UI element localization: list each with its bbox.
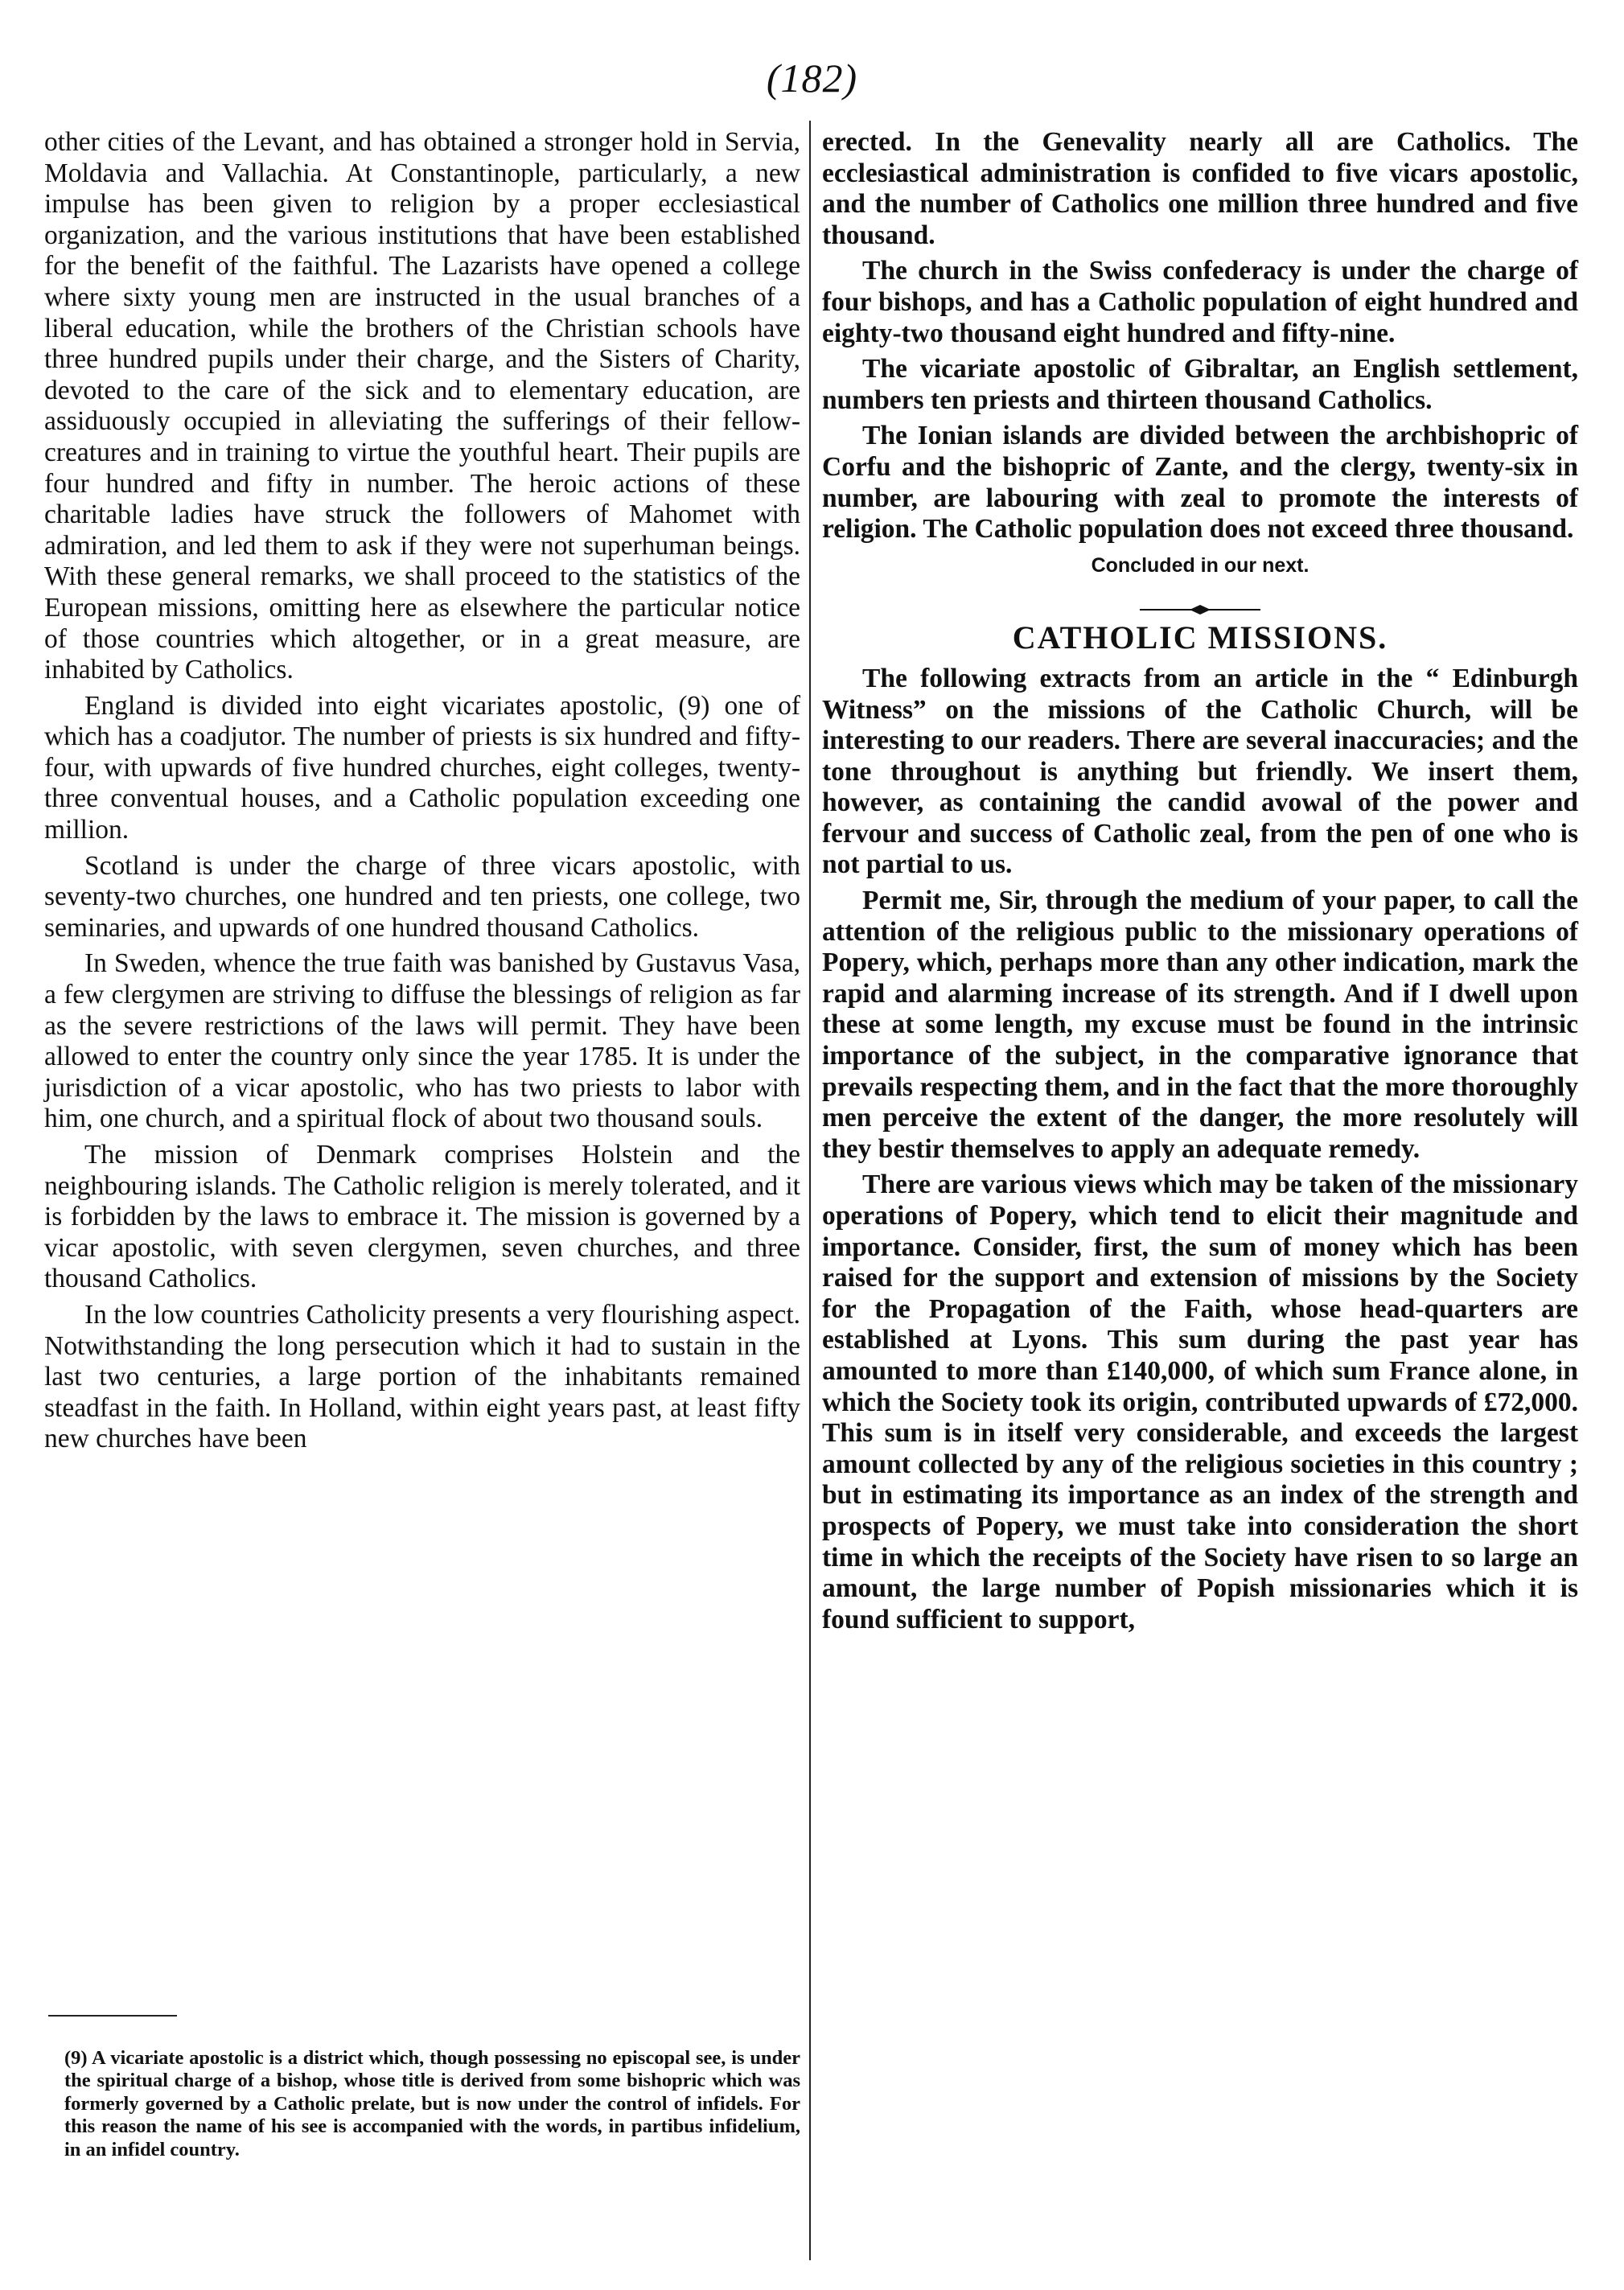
left-paragraph-sweden: In Sweden, whence the true faith was banished by Gustavus Vasa, a few clergymen are striving to diffuse the blessings of religion as far as the severe restrictions of the laws will permit. They have been allowed to enter the country only since the year 1785. It is under the jurisdiction of a vicar apostolic, who has two priests to labor with him, one church, and a spiritual flock of about two thousand souls. — [44, 948, 800, 1134]
left-paragraph-denmark: The mission of Denmark comprises Holstein and the neighbouring islands. The Catholic religion is merely tolerated, and it is forbidden by the laws to embrace it. The mission is governed by a vicar apostolic, with seven clergymen, seven churches, and three thousand Catholics. — [44, 1140, 800, 1294]
concluded-note: Concluded in our next. — [1091, 553, 1309, 577]
section-heading: CATHOLIC MISSIONS. — [1012, 619, 1388, 656]
footnote: (9) A vicariate apostolic is a district which, though possessing no episcopal see, is under the spiritual charge of a bishop, whose title is derived from some bishopric which was formerly governed by a Catholic prelate, but is now under the control of infidels. For this reason the name of his see is accompanied with the words, in partibus infidelium, in an infidel country. — [64, 2046, 800, 2160]
left-paragraph-england: England is divided into eight vicariates apostolic, (9) one of which has a coadjutor. The number of priests is six hundred and fifty-four, with upwards of five hundred churches, eight colleges, twenty-three conventual houses, and a Catholic population exceeding one million. — [44, 690, 800, 845]
right-paragraph-gibraltar: The vicariate apostolic of Gibraltar, an English settlement, numbers ten priests and thirteen thousand Catholics. — [822, 354, 1578, 415]
missions-paragraph-views: There are various views which may be taken of the missionary operations of Popery, which tend to elicit their magnitude and importance. Consider, first, the sum of money which has been raised for the support and extension of missions by the Society for the Propagation of the Faith, whose head-quarters are established at Lyons. This sum during the past year has amounted to more than £140,000, of which sum France alone, in which the Society took its origin, contributed upwards of £72,000. This sum is in itself very considerable, and exceeds the largest amount collected by any of the religious societies in this country ; but in estimating its importance as an index of the strength and prospects of Popery, we must take into consideration the short time in which the receipts of the Society have risen to so large an amount, the large number of Popish missionaries which it is found sufficient to support, — [822, 1170, 1578, 1634]
page-number: (182) — [766, 56, 858, 101]
left-paragraph-low-countries: In the low countries Catholicity presents a very flourishing aspect. Notwithstanding the long persecution which it had to sustain in the last two centuries, a large portion of the inhabitants remained steadfast in the faith. In Holland, within eight years past, at least fifty new churches have been — [44, 1299, 800, 1454]
missions-paragraph-intro: The following extracts from an article in the “ Edinburgh Witness” on the missions of the Catholic Church, will be interesting to our readers. There are several inaccuracies; and the tone throughout is anything but friendly. We insert them, however, as containing the candid avowal of the power and fervour and success of Catholic zeal, from the pen of one who is not partial to us. — [822, 663, 1578, 880]
footnote-rule — [48, 2015, 177, 2017]
right-paragraph-ionian: The Ionian islands are divided between the archbishopric of Corfu and the bishopric of Zante, and the clergy, twenty-six in number, are labouring with zeal to promote the interests of religion. The Catholic population does not exceed three thousand. — [822, 421, 1578, 545]
left-column — [44, 127, 800, 1460]
right-paragraph-1: erected. In the Genevality nearly all are Catholics. The ecclesiastical administration is confided to five vicars apostolic, and the number of Catholics one million three hundred and five thousand. — [822, 127, 1578, 250]
left-paragraph-scotland: Scotland is under the charge of three vicars apostolic, with seventy-two churches, one hundred and ten priests, one college, two seminaries, and upwards of one hundred thousand Catholics. — [44, 850, 800, 943]
right-column — [822, 127, 1578, 1640]
column-divider — [809, 121, 811, 2260]
missions-paragraph-permit: Permit me, Sir, through the medium of your paper, to call the attention of the religious public to the missionary operations of Popery, which, perhaps more than any other indication, mark the rapid and alarming increase of its strength. And if I dwell upon these at some length, my excuse must be found in the intrinsic importance of the subject, in the comparative ignorance that prevails respecting them, and in the fact that the more thoroughly men perceive the extent of the danger, the more resolutely will they bestir themselves to apply an adequate remedy. — [822, 886, 1578, 1164]
left-paragraph-1: other cities of the Levant, and has obtained a stronger hold in Servia, Moldavia and Vallachia. At Constantinople, particularly, a new impulse has been given to religion by a proper ecclesiastical organization, and the various institutions that have been established for the benefit of the faithful. The Lazarists have opened a college where sixty young men are instructed in the usual branches of a liberal education, while the brothers of the Christian schools have three hundred pupils under their charge, and the Sisters of Charity, devoted to the care of the sick and to elementary education, are assiduously occupied in alleviating the sufferings of their fellow-creatures and in training to virtue the youthful heart. Their pupils are four hundred and fifty in number. The heroic actions of these charitable ladies have struck the followers of Mahomet with admiration, and led them to ask if they were not superhuman beings. With these general remarks, we shall proceed to the statistics of the European missions, omitting here as elsewhere the particular notice of those countries which altogether, or in a great measure, are inhabited by Catholics. — [44, 127, 800, 685]
right-paragraph-swiss: The church in the Swiss confederacy is under the charge of four bishops, and has a Catholic population of eight hundred and eighty-two thousand eight hundred and fifty-nine. — [822, 256, 1578, 348]
ornament-divider — [1140, 605, 1260, 615]
